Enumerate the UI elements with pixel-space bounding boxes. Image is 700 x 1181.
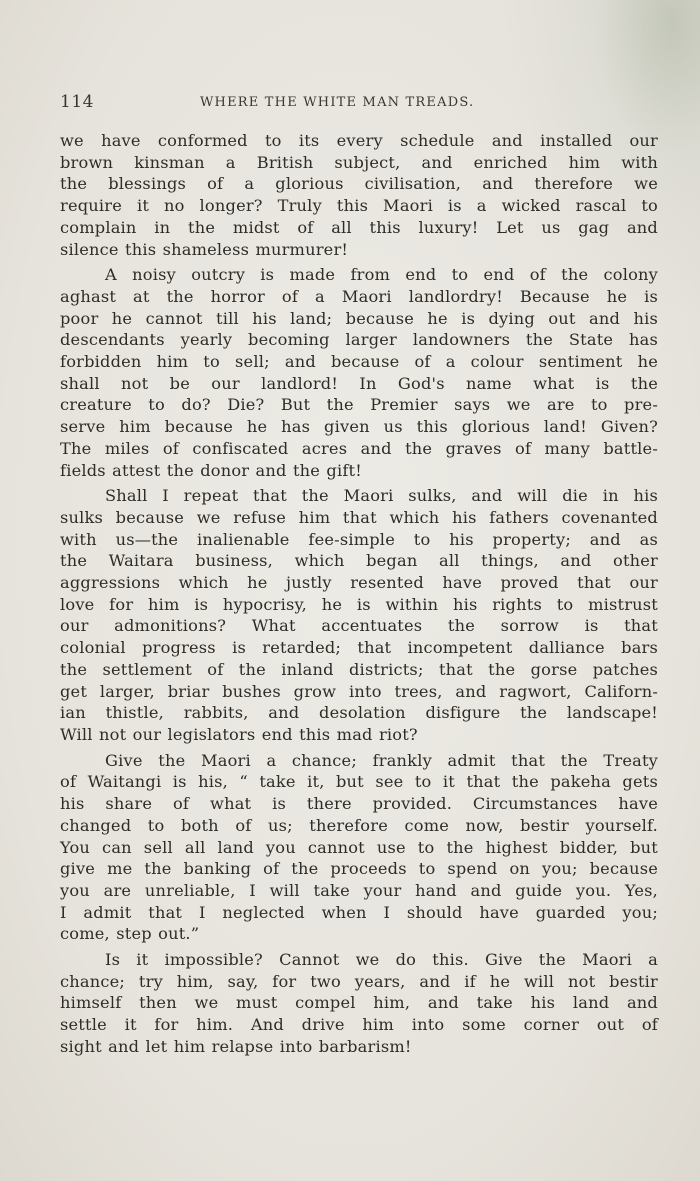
text-line: serve him because he has given us this glorious land! Given? [60, 417, 658, 437]
paragraph-2 [60, 264, 658, 481]
text-line: we have conformed to its every schedule and installed our [60, 131, 658, 150]
text-line: settle it for him. And drive him into some corner out of [60, 1015, 658, 1035]
text-line: sulks because we refuse him that which his fathers covenanted [60, 507, 658, 527]
text-line: Shall I repeat that the Maori sulks, and will die in his [105, 486, 658, 506]
text-line: creature to do? Die? But the Premier says we are to pre- [60, 395, 658, 415]
page-number: 114 [60, 92, 94, 112]
text-line: the settlement of the inland districts; that the gorse patches [60, 659, 658, 679]
text-line: Give the Maori a chance; frankly admit that the Treaty [105, 750, 658, 770]
text-line: changed to both of us; therefore come now, bestir yourself. [60, 815, 658, 835]
text-line: his share of what is there provided. Circumstances have [60, 794, 658, 814]
text-line: ian thistle, rabbits, and desolation disfigure the landscape! [60, 703, 658, 723]
text-line: silence this shameless murmurer! [60, 239, 349, 259]
text-line: brown kinsman a British subject, and enriched him with [60, 152, 658, 172]
text-line: poor he cannot till his land; because he is dying out and his [60, 308, 658, 328]
text-line: our admonitions? What accentuates the sorrow is that [60, 616, 658, 636]
text-line: A noisy outcry is made from end to end of the colony [105, 265, 658, 285]
page-header [60, 92, 658, 116]
text-line: colonial progress is retarded; that incompetent dalliance bars [60, 638, 658, 658]
text-line: require it no longer? Truly this Maori is a wicked rascal to [60, 196, 658, 216]
paragraph-5 [60, 949, 658, 1058]
body-text [60, 130, 658, 1062]
text-line: the blessings of a glorious civilisation, and therefore we [60, 174, 658, 194]
text-line: aghast at the horror of a Maori landlordry! Because he is [60, 286, 658, 306]
text-line: shall not be our landlord! In God's name what is the [60, 373, 658, 393]
text-line: Is it impossible? Cannot we do this. Give the Maori a [105, 950, 658, 970]
text-line: the Waitara business, which began all things, and other [60, 551, 658, 571]
text-line: I admit that I neglected when I should have guarded you; [60, 902, 658, 922]
text-line: get larger, briar bushes grow into trees, and ragwort, Californ- [60, 681, 658, 701]
text-line: love for him is hypocrisy, he is within his rights to mistrust [60, 594, 658, 614]
text-line: himself then we must compel him, and take his land and [60, 993, 658, 1013]
text-line: chance; try him, say, for two years, and if he will not bestir [60, 971, 658, 991]
paragraph-1 [60, 130, 658, 260]
paragraph-4 [60, 750, 658, 945]
text-line: you are unreliable, I will take your hand and guide you. Yes, [60, 880, 658, 900]
running-title: WHERE THE WHITE MAN TREADS. [200, 95, 475, 110]
text-line: The miles of confiscated acres and the graves of many battle- [60, 438, 658, 458]
text-line: forbidden him to sell; and because of a colour sentiment he [60, 352, 658, 372]
paragraph-3 [60, 485, 658, 745]
text-line: You can sell all land you cannot use to the highest bidder, but [60, 837, 658, 857]
text-line: complain in the midst of all this luxury! Let us gag and [60, 217, 658, 237]
text-line: with us—the inalienable fee-simple to his property; and as [60, 529, 658, 549]
text-line: of Waitangi is his, “ take it, but see to it that the pakeha gets [60, 772, 658, 792]
text-line: sight and let him relapse into barbarism! [60, 1036, 412, 1056]
text-line: fields attest the donor and the gift! [60, 460, 362, 480]
text-line: come, step out.” [60, 924, 200, 944]
text-line: give me the banking of the proceeds to spend on you; because [60, 859, 658, 879]
text-line: Will not our legislators end this mad riot? [60, 724, 418, 744]
text-line: descendants yearly becoming larger landowners the State has [60, 330, 658, 350]
text-line: aggressions which he justly resented have proved that our [60, 573, 658, 593]
